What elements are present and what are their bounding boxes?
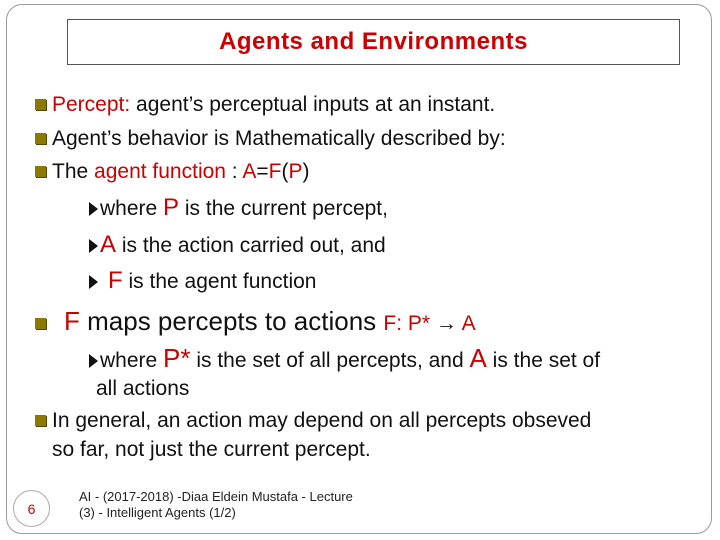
formula-f: F	[268, 160, 282, 183]
maps-f: F	[64, 306, 80, 336]
percept-definition: agent’s perceptual inputs at an instant.	[130, 93, 496, 116]
behavior-text: Agent’s behavior is Mathematically described by:	[52, 127, 506, 150]
where-pstar-mid: is the set of all percepts, and	[190, 349, 470, 372]
symbol-a: A	[100, 231, 117, 258]
title-box	[67, 19, 680, 65]
all-actions-line	[96, 378, 189, 399]
arrow-bullet-icon	[89, 354, 98, 368]
formula-open: (	[281, 160, 289, 183]
maps-formula-pstar: : P*	[396, 312, 436, 335]
symbol-p: P	[163, 194, 180, 221]
footer-line1: AI - (2017-2018) -Diaa Eldein Mustafa - Lecture	[79, 489, 353, 504]
bullet-maps	[35, 308, 476, 334]
symbol-pstar: P*	[163, 343, 191, 373]
maps-formula-f: F	[383, 312, 397, 335]
formula-a: A	[242, 160, 257, 183]
agent-function-label: agent function	[94, 160, 226, 183]
formula-p: P	[288, 160, 303, 183]
the-text: The	[52, 160, 95, 183]
bullet-behavior	[35, 128, 506, 149]
colon-text: :	[225, 160, 243, 183]
square-bullet-icon	[35, 133, 46, 144]
sub-a-line	[89, 233, 386, 257]
where-pstar-end: is the set of	[486, 349, 601, 372]
arrow-bullet-icon	[89, 239, 98, 253]
where-text: where	[100, 197, 164, 220]
bullet-general	[35, 410, 591, 431]
maps-text: maps percepts to actions	[79, 306, 384, 336]
where-p-rest: is the current percept,	[179, 197, 388, 220]
maps-arrow: →	[435, 312, 457, 335]
sub-where-pstar	[89, 345, 600, 371]
slide-title: Agents and Environments	[219, 28, 528, 55]
a-line-rest: is the action carried out, and	[116, 234, 386, 257]
f-line-rest: is the agent function	[122, 270, 317, 293]
sub-where-p	[89, 196, 388, 220]
general-line2: so far, not just the current percept.	[52, 438, 371, 461]
general-line1: In general, an action may depend on all percepts obseved	[52, 409, 592, 432]
formula-close: )	[302, 160, 310, 183]
percept-term: Percept:	[52, 93, 131, 116]
sub-f-line	[89, 269, 316, 293]
bullet-agent-function	[35, 161, 309, 182]
arrow-bullet-icon	[89, 202, 98, 216]
page-number	[13, 490, 50, 527]
all-actions-text: all actions	[96, 377, 190, 400]
where-text: where	[100, 349, 164, 372]
footer-line2: (3) - Intelligent Agents (1/2)	[79, 505, 236, 520]
bullet-percept	[35, 94, 495, 115]
square-bullet-icon	[35, 166, 46, 177]
square-bullet-icon	[35, 99, 46, 110]
maps-formula-a: A	[456, 312, 476, 335]
arrow-bullet-icon	[89, 275, 98, 289]
formula-eq: =	[256, 160, 269, 183]
square-bullet-icon	[35, 415, 46, 426]
footer	[79, 489, 353, 521]
symbol-f: F	[108, 267, 123, 294]
symbol-a-set: A	[469, 343, 487, 373]
square-bullet-icon	[35, 318, 46, 329]
general-continuation	[52, 439, 371, 460]
page-number-text: 6	[27, 500, 36, 517]
